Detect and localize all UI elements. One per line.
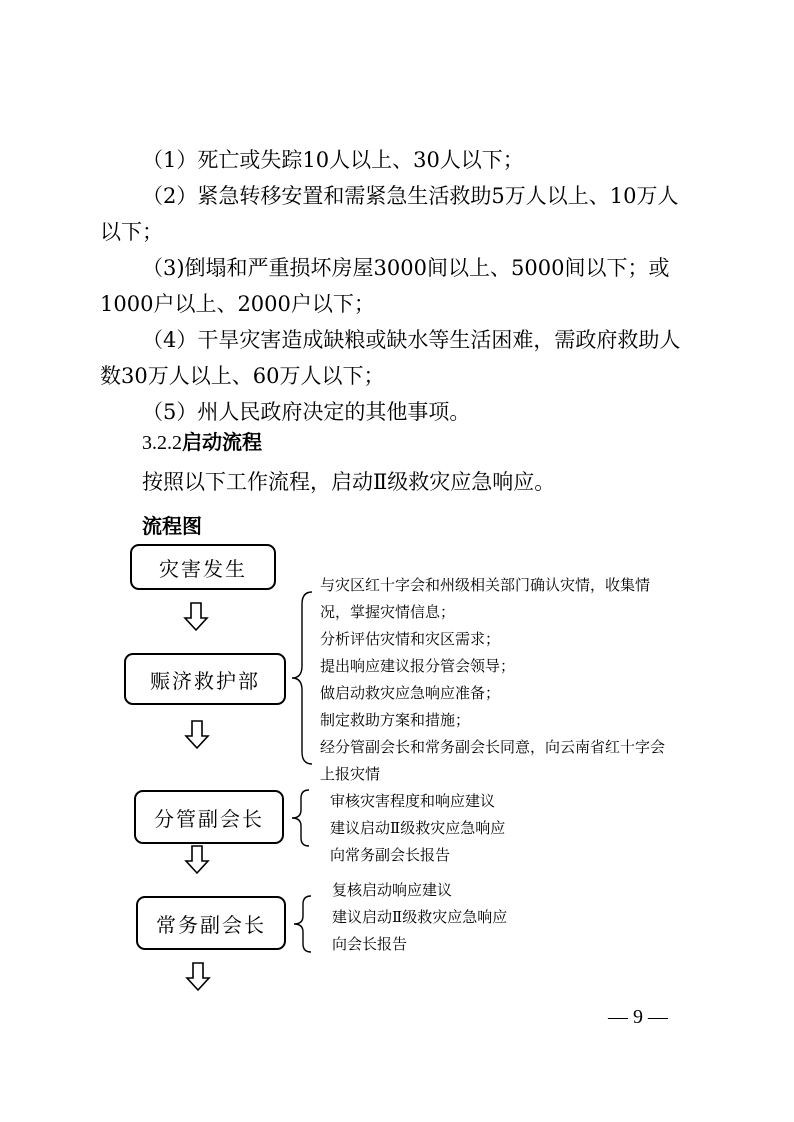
down-arrow-icon bbox=[185, 962, 211, 992]
page-number: — 9 — bbox=[608, 1006, 668, 1028]
down-arrow-icon bbox=[183, 602, 209, 632]
note-line: 建议启动Ⅱ级救灾应急响应 bbox=[330, 819, 506, 837]
note-line: 审核灾害程度和响应建议 bbox=[330, 792, 496, 810]
down-arrow-icon bbox=[184, 845, 210, 875]
left-brace-icon bbox=[292, 894, 314, 954]
note-line: 向常务副会长报告 bbox=[330, 846, 451, 864]
section-intro: 按照以下工作流程，启动Ⅱ级救灾应急响应。 bbox=[142, 470, 556, 494]
note-line: 复核启动响应建议 bbox=[332, 881, 453, 899]
left-brace-icon bbox=[290, 590, 316, 766]
note-line: 做启动救灾应急响应准备； bbox=[320, 684, 501, 702]
relief-notes bbox=[320, 572, 665, 788]
flowchart-title: 流程图 bbox=[142, 514, 202, 538]
note-line: 经分管副会长和常务副会长同意，向云南省红十字会 bbox=[320, 738, 666, 756]
node-executive-vice-president: 常务副会长 bbox=[136, 896, 286, 950]
executive-vice-president-notes bbox=[332, 877, 507, 958]
down-arrow-icon bbox=[184, 720, 210, 750]
node-vice-president: 分管副会长 bbox=[134, 790, 284, 844]
paragraph-item-3: （3)倒塌和严重损坏房屋3000间以上、5000间以下；或1000户以上、2000户以下； bbox=[100, 256, 670, 316]
note-line: 制定救助方案和措施； bbox=[320, 711, 471, 729]
note-line: 况，掌握灾情信息； bbox=[320, 603, 456, 621]
note-line: 上报灾情 bbox=[320, 765, 381, 783]
section-heading bbox=[100, 424, 698, 461]
note-line: 分析评估灾情和灾区需求； bbox=[320, 630, 501, 648]
paragraph-item-2: （2）紧急转移安置和需紧急生活救助5万人以上、10万人以下； bbox=[100, 184, 679, 244]
section-number: 3.2.2 bbox=[142, 432, 182, 454]
node-disaster-occurs: 灾害发生 bbox=[130, 544, 276, 590]
node-relief-department: 赈济救护部 bbox=[124, 653, 286, 705]
paragraph-item-5: （5）州人民政府决定的其他事项。 bbox=[142, 400, 471, 424]
note-line: 建议启动Ⅱ级救灾应急响应 bbox=[332, 908, 508, 926]
note-line: 与灾区红十字会和州级相关部门确认灾情，收集情 bbox=[320, 576, 651, 594]
paragraph-item-1: （1）死亡或失踪10人以上、30人以下； bbox=[142, 148, 524, 172]
note-line: 提出响应建议报分管会领导； bbox=[320, 657, 516, 675]
paragraph-item-4: （4）干旱灾害造成缺粮或缺水等生活困难，需政府救助人数30万人以上、60万人以下； bbox=[100, 328, 681, 388]
section-title: 启动流程 bbox=[182, 430, 262, 454]
left-brace-icon bbox=[290, 788, 312, 848]
note-line: 向会长报告 bbox=[332, 935, 408, 953]
vice-president-notes bbox=[330, 788, 505, 869]
